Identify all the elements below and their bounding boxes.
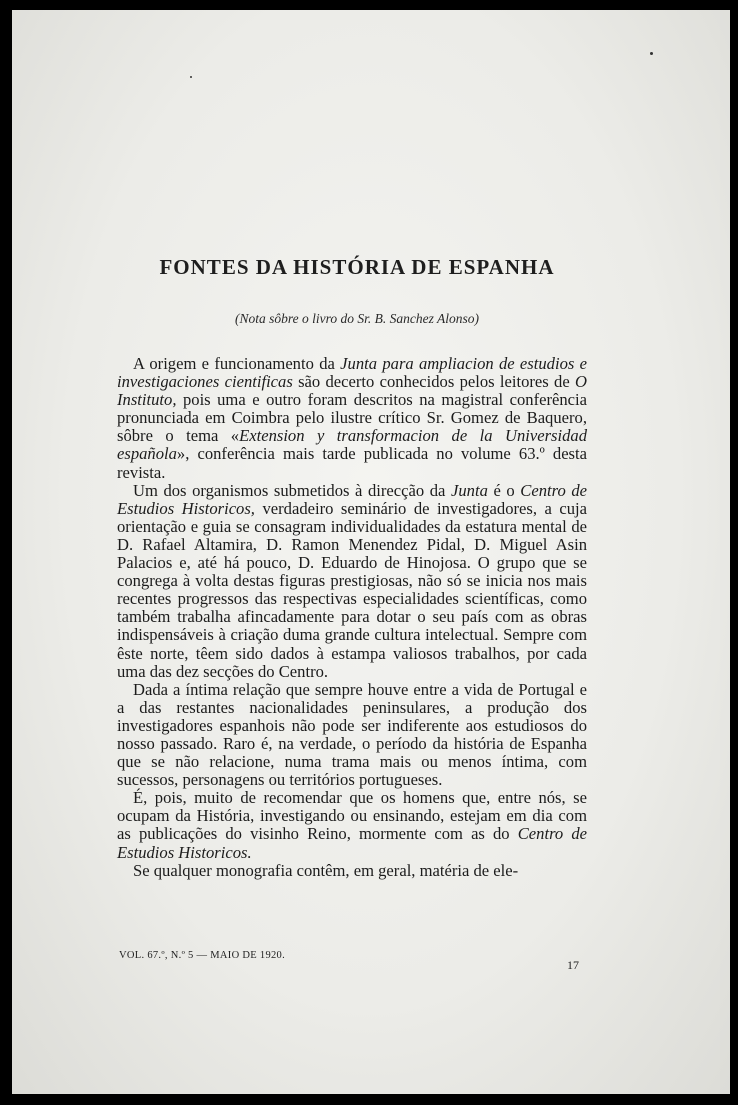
page-number: 17 [567, 958, 579, 972]
text-run: É, pois, muito de recomendar que os homens que, entre nós, se ocupam da História, investigando ou ensinando, estejam em dia com as publicações do visinho Reino, mormente com as do [117, 788, 587, 844]
text-run: verdadeiro seminário de investigadores, a cuja orientação e guia se consagram individualidades da estatura mental de D. Rafael Altamira, D. Ramon Menendez Pidal, D. Miguel Asin Palacios e, até há pouco, D. Eduardo de Hinojosa. O grupo que se congrega à volta destas figuras prestigiosas, não só se inicia nos mais recentes progressos das respectivas especialidades scientíficas, como também trabalha afincadamente para dotar o seu país com as obras indispensáveis à criação duma grande cultura intelectual. Sempre com êste norte, têem sido dados à estampa valiosos trabalhos, por cada uma das dez secções do Centro. [117, 498, 588, 681]
italic-text: Junta [451, 480, 488, 500]
text-run: A origem e funcionamento da [133, 354, 341, 373]
text-run: Um dos organismos submetidos à direcção da [133, 480, 451, 500]
paper-speck [190, 76, 192, 78]
article-title: FONTES DA HISTÓRIA DE ESPANHA [159, 255, 555, 279]
italic-text: Junta para ampliacion de estudios e investigaciones cientificas [117, 354, 587, 392]
document-page [12, 10, 730, 1094]
text-run: são decerto conhecidos pelos leitores de [292, 372, 575, 392]
article-subtitle: (Nota sôbre o livro do Sr. B. Sanchez Alonso) [235, 311, 479, 326]
paragraph [117, 862, 587, 880]
text-run: Dada a íntima relação que sempre houve entre a vida de Portugal e a das restantes nacionalidades peninsulares, a produção dos investigadores espanhois não pode ser indiferente aos estudiosos do nosso passado. Raro é, na verdade, o período da história de Espanha que se não relacione, numa trama mais ou menos íntima, com sucessos, personagens ou territórios portugueses. [117, 679, 587, 790]
paragraph [117, 681, 587, 790]
italic-text: Centro de Estudios Historicos. [117, 824, 587, 862]
paragraph [117, 482, 587, 681]
paragraph [117, 355, 587, 482]
italic-text: Extension y transformacion de la Universidad española [117, 426, 588, 464]
paragraph [117, 789, 587, 861]
italic-text: Centro de Estudios Historicos, [117, 480, 587, 518]
text-run: é o [487, 480, 521, 500]
text-run: Se qualquer monografia contêm, em geral, matéria de ele- [133, 860, 519, 880]
article-body [117, 355, 587, 880]
paper-speck [650, 52, 653, 55]
text-run: », conferência mais tarde publicada no volume 63.º desta revista. [117, 444, 587, 482]
text-run: pois uma e outro foram descritos na magistral conferência pronunciada em Coimbra pelo ilustre crítico Sr. Gomez de Baquero, sôbre o tema « [117, 390, 587, 446]
volume-line: VOL. 67.º, N.º 5 — MAIO DE 1920. [119, 950, 286, 961]
italic-text: O Instituto, [117, 372, 587, 410]
